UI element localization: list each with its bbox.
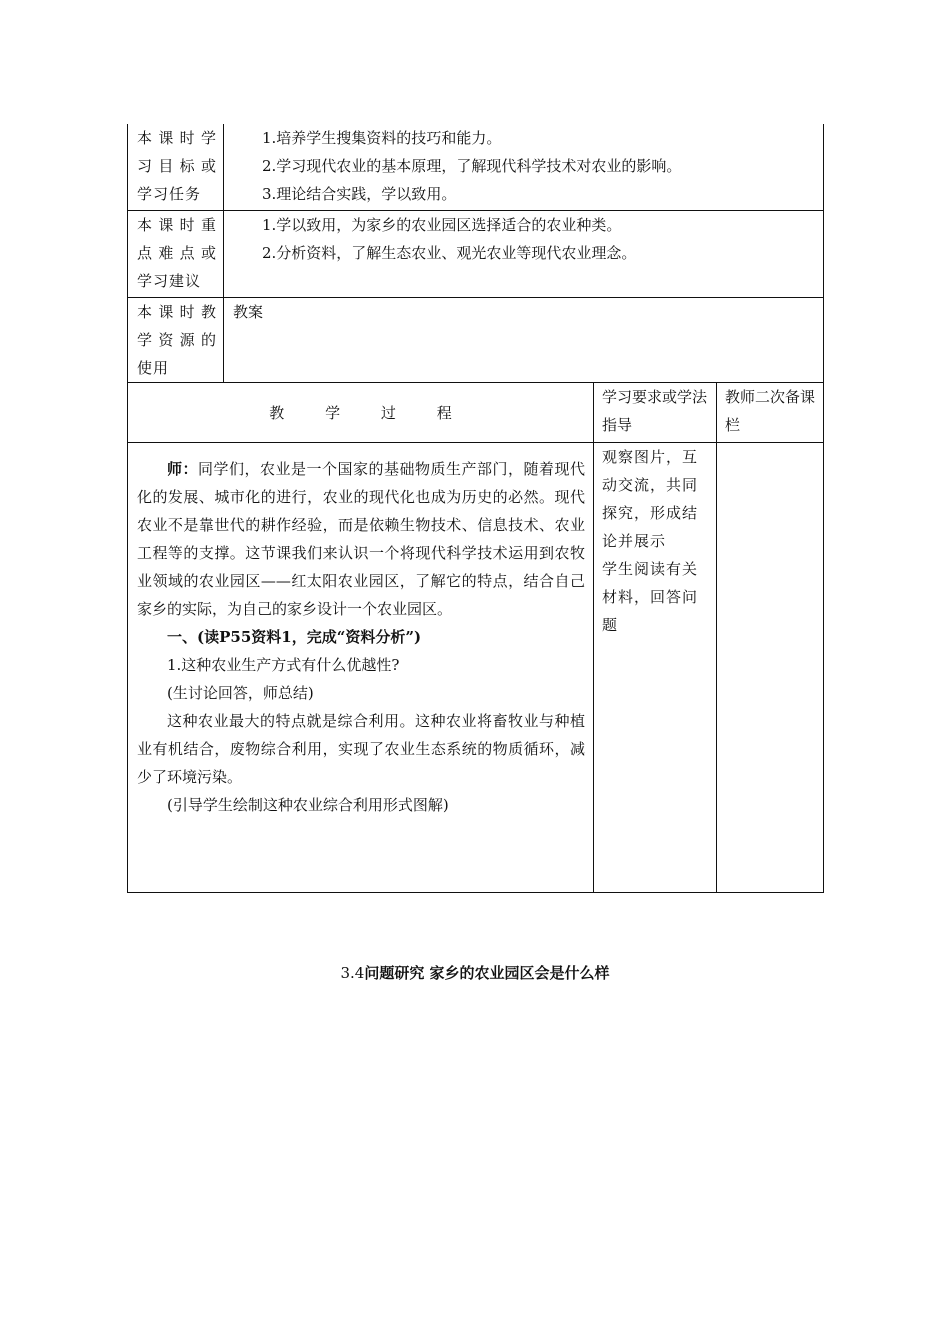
objectives-content <box>224 124 824 210</box>
objectives-label: 本课时学 习目标或 学习任务 <box>128 124 224 210</box>
guide-header: 学习要求或学法指导 <box>594 382 717 442</box>
footer-number: 3.4 <box>340 964 365 982</box>
process-body <box>128 442 594 892</box>
footer-title <box>0 962 950 983</box>
objective-item: 1.培养学生搜集资料的技巧和能力。 <box>262 129 502 147</box>
objectives-row <box>128 124 824 210</box>
section-heading: 一、(读P55资料1，完成“资料分析”) <box>167 627 422 646</box>
objective-item: 3.理论结合实践，学以致用。 <box>262 185 457 203</box>
resources-label: 本课时教 学资源的 使用 <box>128 297 224 382</box>
teacher-prefix: 师： <box>167 459 198 478</box>
notes-header: 教师二次备课栏 <box>717 382 824 442</box>
objective-item: 2.学习现代农业的基本原理，了解现代科学技术对农业的影响。 <box>262 157 682 175</box>
notes-content <box>717 442 824 892</box>
key-points-content <box>224 210 824 297</box>
drawing-note: (引导学生绘制这种农业综合利用形式图解) <box>167 795 449 814</box>
resources-content: 教案 <box>224 297 824 382</box>
answer-paragraph: 这种农业最大的特点就是综合利用。这种农业将畜牧业与种植业有机结合，废物综合利用，实现了农业生态系统的物质循环，减少了环境污染。 <box>137 711 585 786</box>
key-points-row <box>128 210 824 297</box>
key-point-item: 2.分析资料，了解生态农业、观光农业等现代农业理念。 <box>262 243 637 262</box>
resources-row <box>128 297 824 382</box>
discussion-note: (生讨论回答，师总结) <box>167 683 314 702</box>
key-point-item: 1.学以致用，为家乡的农业园区选择适合的农业种类。 <box>262 215 622 234</box>
guide-content: 观察图片，互 动交流，共同 探究，形成结 论并展示 学生阅读有关 材料，回答问 题 <box>594 442 717 892</box>
process-header: 教 学 过 程 <box>128 382 594 442</box>
question-item: 1.这种农业生产方式有什么优越性? <box>167 655 400 674</box>
process-header-row <box>128 382 824 442</box>
footer-text: 问题研究 家乡的农业园区会是什么样 <box>364 964 610 982</box>
teacher-intro: 师：同学们，农业是一个国家的基础物质生产部门，随着现代化的发展、城市化的进行，农业的现代化也成为历史的必然。现代农业不是靠世代的耕作经验，而是依赖生物技术、信息技术、农业工程等的支撑。这节课我们来认识一个将现代科学技术运用到农牧业领域的农业园区——红太阳农业园区，了解它的特点，结合自己家乡的实际，为自己的家乡设计一个农业园区。 <box>137 459 585 618</box>
process-body-row <box>128 442 824 892</box>
key-points-label: 本课时重 点难点或 学习建议 <box>128 210 224 297</box>
lesson-plan-table <box>127 124 824 893</box>
